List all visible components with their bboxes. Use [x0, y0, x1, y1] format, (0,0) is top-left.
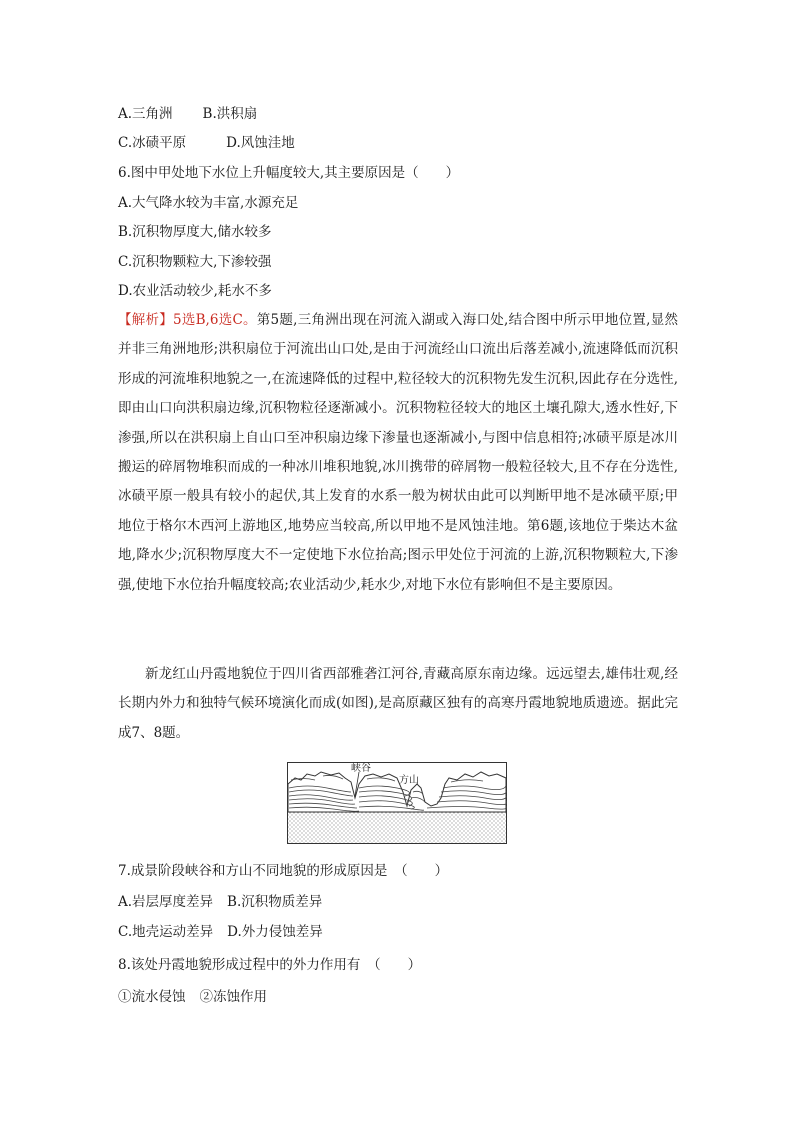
landform-cross-section [287, 762, 507, 844]
q6-option-c: C.沉积物颗粒大,下渗较强 [118, 254, 272, 270]
q8-option-2: ②冻蚀作用 [199, 989, 267, 1005]
danxia-landform-figure [287, 762, 507, 844]
q7-stem: 7.成景阶段峡谷和方山不同地貌的形成原因是 （ ） [118, 863, 449, 879]
analysis-answer: 5选B,6选C。 [173, 312, 257, 328]
q6-stem: 6.图中甲处地下水位上升幅度较大,其主要原因是（ ） [118, 165, 460, 181]
label-gorge: 峡谷 [351, 763, 371, 774]
label-mesa: 方山 [399, 775, 419, 786]
q8-option-1: ①流水侵蚀 [118, 989, 186, 1005]
q7-option-c: C.地壳运动差异 [118, 924, 214, 940]
q7-option-a: A.岩层厚度差异 [118, 894, 214, 910]
q8-stem: 8.该处丹霞地貌形成过程中的外力作用有 （ ） [118, 957, 422, 973]
analysis-paragraph [118, 306, 678, 600]
analysis-tag: 【解析】 [118, 312, 174, 328]
q7-options-row-2 [118, 922, 323, 942]
q5-option-c: C.冰碛平原 [118, 135, 187, 151]
q6-option-d: D.农业活动较少,耗水不多 [118, 283, 272, 299]
q5-options-row-2 [118, 133, 295, 153]
q6-option-a: A.大气降水较为丰富,水源充足 [118, 195, 299, 211]
q6-option-b: B.沉积物厚度大,储水较多 [118, 224, 272, 240]
q7-options-row-1 [118, 892, 322, 912]
q7-option-d: D.外力侵蚀差异 [227, 924, 323, 940]
q5-option-a: A.三角洲 [118, 106, 173, 122]
q7-option-b: B.沉积物质差异 [227, 894, 323, 910]
analysis-body: 第5题,三角洲出现在河流入湖或入海口处,结合图中所示甲地位置,显然并非三角洲地形;洪积扇位于河流出山口处,是由于河流经山口流出后落差减小,流速降低而沉积形成的河流堆积地貌之一,在流速降低的过程中,粒径较大的沉积物先发生沉积,因此存在分选性,即由山口向洪积扇边缘,沉积物粒径逐渐减小。沉积物粒径较大的地区土壤孔隙大,透水性好,下渗强,所以在洪积扇上自山口至冲积扇边缘下渗量也逐渐减小,与图中信息相符;冰碛平原是冰川搬运的碎屑物堆积而成的一种冰川堆积地貌,冰川携带的碎屑物一般粒径较大,且不存在分选性,冰碛平原一般具有较小的起伏,其上发育的水系一般为树状由此可以判断甲地不是冰碛平原;甲地位于格尔木西河上游地区,地势应当较高,所以甲地不是风蚀洼地。第6题,该地位于柴达木盆地,降水少;沉积物厚度大不一定使地下水位抬高;图示甲处位于河流的上游,沉积物颗粒大,下渗强,使地下水位抬升幅度较高;农业活动少,耗水少,对地下水位有影响但不是主要原因。 [118, 312, 678, 593]
intro-paragraph: 新龙红山丹霞地貌位于四川省西部雅砻江河谷,青藏高原东南边缘。远远望去,雄伟壮观,经长期内外力和独特气候环境演化而成(如图),是高原藏区独有的高寒丹霞地貌地质遗迹。据此完成7、8题。 [118, 666, 678, 741]
q5-option-d: D.风蚀洼地 [226, 135, 295, 151]
q5-option-b: B.洪积扇 [202, 106, 258, 122]
q5-options-row-1 [118, 104, 257, 124]
q8-options-row-1 [118, 987, 267, 1007]
